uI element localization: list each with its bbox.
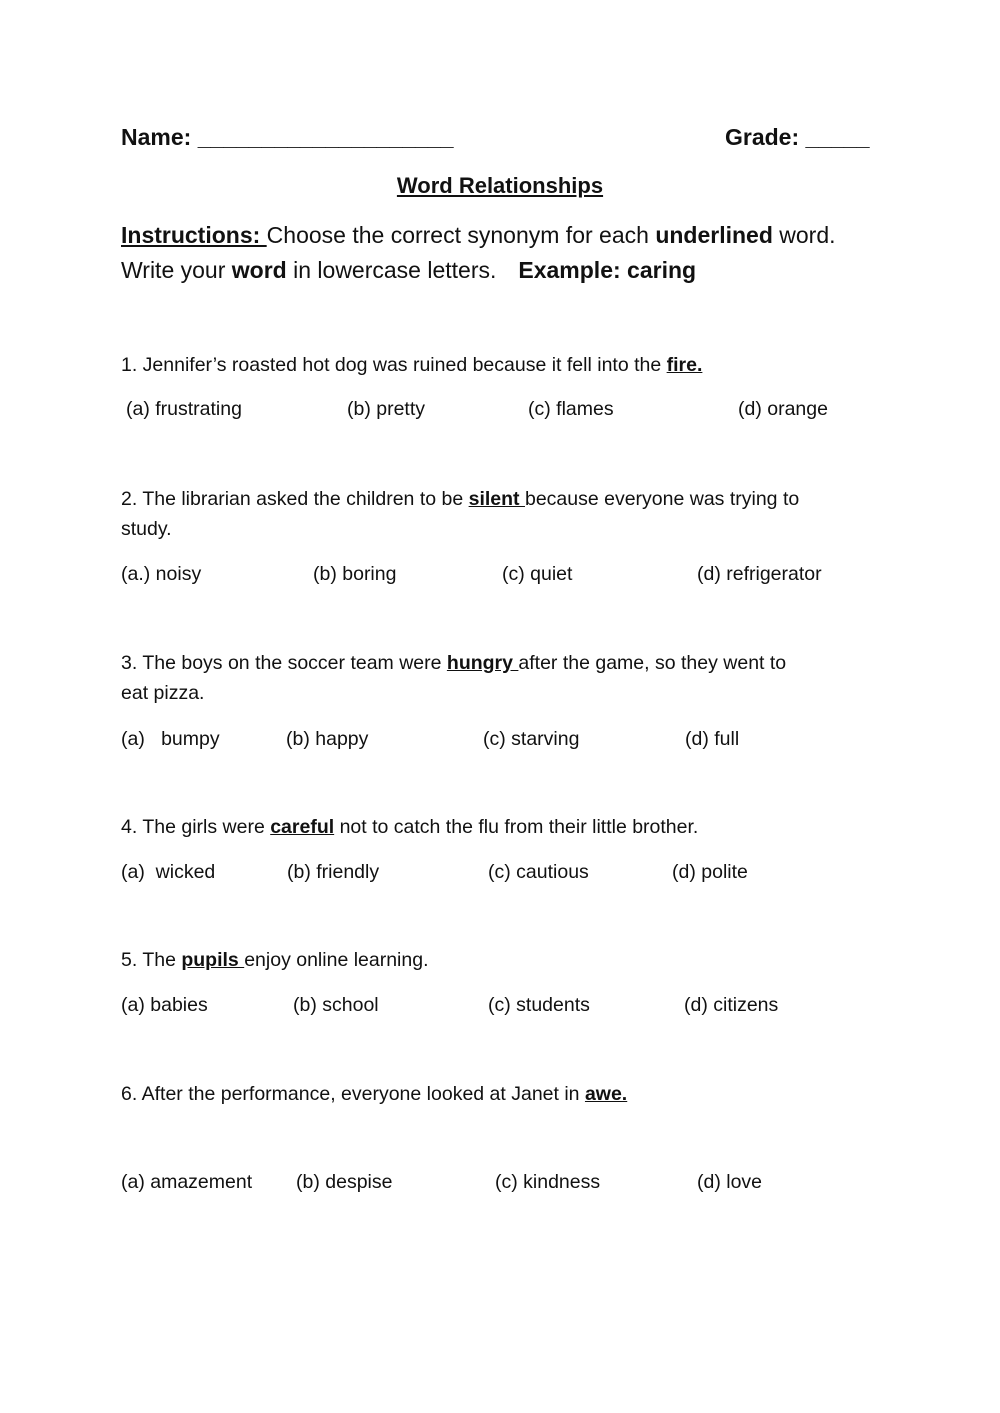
option-5b[interactable]: (b) school (293, 994, 379, 1016)
option-3c[interactable]: (c) starving (483, 728, 580, 750)
instructions-line-2: Write your word in lowercase letters. Example: caring (121, 257, 697, 283)
option-4d[interactable]: (d) polite (672, 861, 748, 883)
target-word: awe. (584, 1083, 628, 1105)
grade-field-label: Grade: _____ (725, 124, 870, 150)
option-2d[interactable]: (d) refrigerator (697, 563, 822, 585)
option-2b[interactable]: (b) boring (313, 563, 397, 585)
question-5: 5. The pupils enjoy online learning. (121, 949, 429, 971)
option-6b[interactable]: (b) despise (296, 1171, 393, 1193)
option-1b[interactable]: (b) pretty (347, 398, 426, 420)
instructions-example: Example: caring (518, 257, 697, 283)
option-4a[interactable]: (a) wicked (121, 861, 216, 883)
question-6: 6. After the performance, everyone looked at Janet in awe. (121, 1083, 628, 1105)
option-6d[interactable]: (d) love (697, 1171, 763, 1193)
option-1d[interactable]: (d) orange (738, 398, 828, 420)
option-5a[interactable]: (a) babies (121, 994, 208, 1016)
instructions-line-1: Instructions: Choose the correct synonym for each underlined word. (121, 222, 836, 248)
option-5d[interactable]: (d) citizens (684, 994, 779, 1016)
option-1a[interactable]: (a) frustrating (126, 398, 242, 420)
question-2-continued: study. (121, 518, 172, 540)
question-1: 1. Jennifer’s roasted hot dog was ruined because it fell into the fire. (121, 354, 703, 376)
option-6c[interactable]: (c) kindness (495, 1171, 601, 1193)
option-2c[interactable]: (c) quiet (502, 563, 573, 585)
question-2: 2. The librarian asked the children to be silent because everyone was trying to (121, 488, 800, 510)
option-3b[interactable]: (b) happy (286, 728, 369, 750)
target-word: pupils (181, 949, 245, 971)
option-4b[interactable]: (b) friendly (287, 861, 380, 883)
instructions-label: Instructions: (121, 222, 267, 248)
page-title: Word Relationships (396, 173, 604, 198)
option-1c[interactable]: (c) flames (528, 398, 614, 420)
option-3a[interactable]: (a) bumpy (121, 728, 220, 750)
target-word: silent (468, 488, 525, 510)
option-3d[interactable]: (d) full (685, 728, 740, 750)
question-3-continued: eat pizza. (121, 682, 205, 704)
question-3: 3. The boys on the soccer team were hungry after the game, so they went to (121, 652, 787, 674)
option-2a[interactable]: (a.) noisy (121, 563, 202, 585)
target-word: careful (270, 816, 335, 838)
name-field-label: Name: ____________________ (121, 124, 454, 150)
option-5c[interactable]: (c) students (488, 994, 590, 1016)
option-4c[interactable]: (c) cautious (488, 861, 589, 883)
option-6a[interactable]: (a) amazement (121, 1171, 253, 1193)
question-4: 4. The girls were careful not to catch the flu from their little brother. (121, 816, 699, 838)
target-word: hungry (446, 652, 519, 674)
target-word: fire. (666, 354, 703, 376)
